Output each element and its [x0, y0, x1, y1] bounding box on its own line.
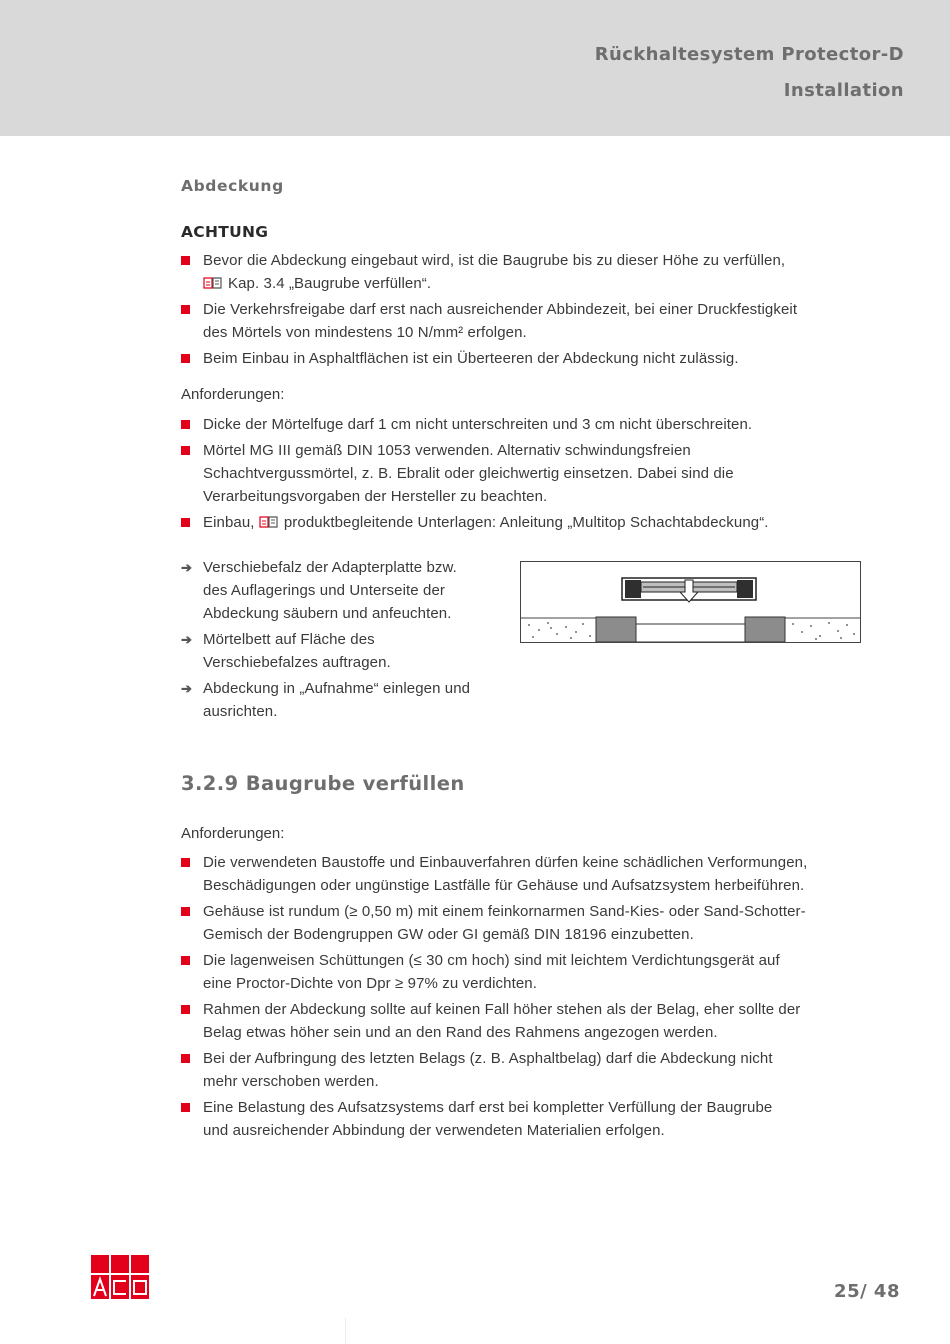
item-line: Abdeckung in „Aufnahme“ einlegen und	[203, 680, 471, 697]
list-item	[181, 900, 807, 946]
requirements-label: Anforderungen:	[181, 825, 285, 842]
list-item	[181, 298, 797, 344]
bullet-icon	[181, 518, 190, 527]
item-line: Beschädigungen oder ungünstige Lastfälle für Gehäuse und Aufsatzsystem herbeiführen.	[203, 877, 805, 894]
list-item	[181, 413, 769, 436]
item-line	[203, 511, 769, 534]
item-line-text: Einbau,	[203, 514, 255, 531]
item-line: Schachtvergussmörtel, z. B. Ebralit oder gleichwertig einsetzen. Dabei sind die	[203, 465, 734, 482]
bullet-icon	[181, 956, 190, 965]
bullet-icon	[181, 1005, 190, 1014]
arrow-right-icon: ➔	[181, 560, 192, 575]
warning-list	[181, 249, 797, 373]
requirements-list	[181, 413, 769, 537]
item-line: Bei der Aufbringung des letzten Belags (z. B. Asphaltbelag) darf die Abdeckung nicht	[203, 1050, 773, 1067]
item-line	[203, 272, 797, 295]
step-item	[181, 677, 511, 723]
bullet-icon	[181, 446, 190, 455]
book-reference-icon	[259, 515, 278, 528]
list-item	[181, 949, 807, 995]
section-title: 3.2.9 Baugrube verfüllen	[181, 772, 465, 795]
item-line: mehr verschoben werden.	[203, 1073, 379, 1090]
abdeckung-heading: Abdeckung	[181, 177, 284, 195]
item-line: des Mörtels von mindestens 10 N/mm² erfolgen.	[203, 324, 527, 341]
list-item	[181, 851, 807, 897]
item-line: ausrichten.	[203, 703, 278, 720]
bullet-icon	[181, 907, 190, 916]
book-reference-icon	[203, 276, 222, 289]
item-line: Rahmen der Abdeckung sollte auf keinen Fall höher stehen als der Belag, eher sollte der	[203, 1001, 801, 1018]
cross-section-drawing	[521, 562, 860, 642]
item-line: Mörtel MG III gemäß DIN 1053 verwenden. Alternativ schwindungsfreien	[203, 442, 691, 459]
bullet-icon	[181, 256, 190, 265]
list-item	[181, 1047, 807, 1093]
bullet-icon	[181, 354, 190, 363]
item-line: Belag etwas höher sein und an den Rand des Rahmens angezogen werden.	[203, 1024, 718, 1041]
bullet-icon	[181, 1054, 190, 1063]
item-line: Die Verkehrsfreigabe darf erst nach ausreichender Abbindezeit, bei einer Druckfestigkeit	[203, 301, 798, 318]
bullet-icon	[181, 420, 190, 429]
installation-diagram	[520, 561, 861, 643]
page-number: 25/ 48	[834, 1281, 900, 1302]
item-line: Verarbeitungsvorgaben der Hersteller zu beachten.	[203, 488, 548, 505]
bullet-icon	[181, 1103, 190, 1112]
arrow-right-icon: ➔	[181, 632, 192, 647]
item-line: Bevor die Abdeckung eingebaut wird, ist die Baugrube bis zu dieser Höhe zu verfüllen,	[203, 252, 786, 269]
item-line: des Auflagerings und Unterseite der	[203, 582, 445, 599]
bullet-icon	[181, 858, 190, 867]
document-subtitle: Installation	[783, 80, 904, 101]
item-line: Gehäuse ist rundum (≥ 0,50 m) mit einem feinkornarmen Sand-Kies- oder Sand-Schotter-	[203, 903, 806, 920]
item-line: Eine Belastung des Aufsatzsystems darf erst bei kompletter Verfüllung der Baugrube	[203, 1099, 773, 1116]
divider	[345, 1318, 346, 1344]
item-line: und ausreichender Abbindung der verwendeten Materialien erfolgen.	[203, 1122, 665, 1139]
warning-label: ACHTUNG	[181, 223, 269, 241]
list-item	[181, 347, 797, 370]
document-title: Rückhaltesystem Protector-D	[594, 44, 904, 65]
item-line: Verschiebefalz der Adapterplatte bzw.	[203, 559, 457, 576]
item-line: Beim Einbau in Asphaltflächen ist ein Überteeren der Abdeckung nicht zulässig.	[203, 350, 739, 367]
list-item	[181, 1096, 807, 1142]
bullet-icon	[181, 305, 190, 314]
item-line: Mörtelbett auf Fläche des	[203, 631, 375, 648]
list-item	[181, 439, 769, 508]
item-line: Die lagenweisen Schüttungen (≤ 30 cm hoch) sind mit leichtem Verdichtungsgerät auf	[203, 952, 780, 969]
item-line-text: produktbegleitende Unterlagen: Anleitung „Multitop Schachtabdeckung“.	[283, 514, 769, 531]
aco-logo	[91, 1255, 149, 1299]
step-item	[181, 628, 511, 674]
item-line: Gemisch der Bodengruppen GW oder GI gemäß DIN 18196 einzubetten.	[203, 926, 694, 943]
item-line: Abdeckung säubern und anfeuchten.	[203, 605, 452, 622]
item-line-text: Kap. 3.4 „Baugrube verfüllen“.	[228, 275, 432, 292]
arrow-right-icon: ➔	[181, 681, 192, 696]
step-item	[181, 556, 511, 625]
requirements-label: Anforderungen:	[181, 386, 285, 403]
list-item	[181, 249, 797, 295]
list-item	[181, 511, 769, 534]
item-line: Die verwendeten Baustoffe und Einbauverfahren dürfen keine schädlichen Verformungen,	[203, 854, 808, 871]
item-line: Verschiebefalzes auftragen.	[203, 654, 391, 671]
steps-list	[181, 556, 511, 726]
item-line: Dicke der Mörtelfuge darf 1 cm nicht unterschreiten und 3 cm nicht überschreiten.	[203, 416, 753, 433]
list-item	[181, 998, 807, 1044]
item-line: eine Proctor-Dichte von Dpr ≥ 97% zu verdichten.	[203, 975, 538, 992]
backfill-requirements-list	[181, 851, 807, 1145]
page-header	[0, 0, 950, 136]
